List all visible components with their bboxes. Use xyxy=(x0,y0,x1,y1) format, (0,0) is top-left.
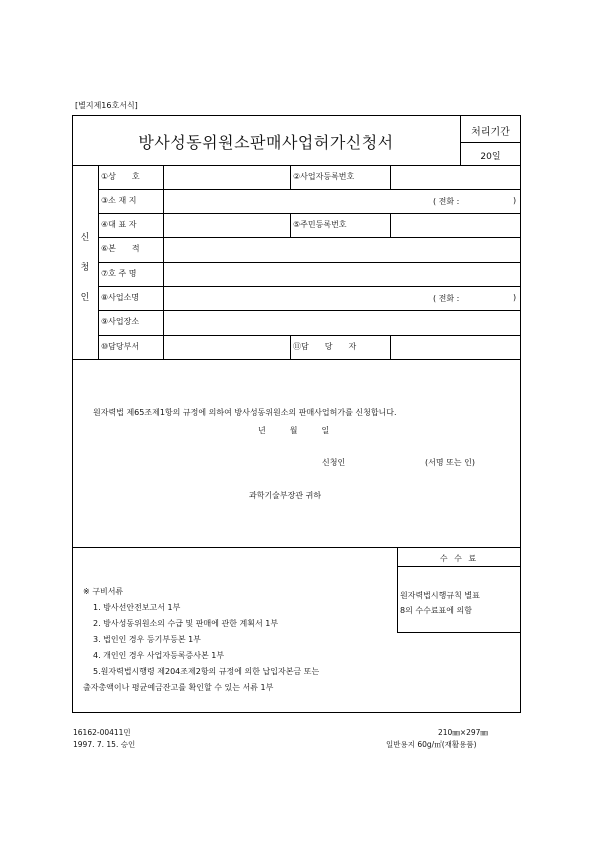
phone-close: ) xyxy=(513,196,517,205)
trade-name-label: ①상 호 xyxy=(101,172,140,181)
divider xyxy=(72,359,521,360)
applicant-side-label: 청 xyxy=(80,263,90,273)
form-number-label: [별지제16호서식] xyxy=(75,101,138,110)
signature-label: (서명 또는 인) xyxy=(425,458,475,467)
paper-size: 210㎜×297㎜ xyxy=(438,728,488,737)
divider xyxy=(98,262,521,263)
business-place-label: ⑨사업장소 xyxy=(101,317,140,326)
department-label: ⑩담당부서 xyxy=(101,342,140,351)
domicile-label: ⑥본 적 xyxy=(101,244,140,253)
processing-period-value: 20일 xyxy=(480,152,501,162)
divider xyxy=(397,566,521,567)
form-title: 방사성동위원소판매사업허가신청서 xyxy=(138,133,394,152)
divider xyxy=(460,142,521,143)
required-document-item: 3. 법인인 경우 등기부등본 1부 xyxy=(93,635,201,644)
divider xyxy=(390,213,391,237)
divider xyxy=(290,213,291,237)
family-head-label: ⑦호 주 명 xyxy=(101,269,137,278)
phone-open: ( 전화 : xyxy=(433,197,460,206)
divider xyxy=(98,237,521,238)
required-document-item: 출자총액이나 평균예금잔고를 확인할 수 있는 서류 1부 xyxy=(83,683,274,692)
fee-text: 원자력법시행규칙 별표 xyxy=(400,591,480,600)
divider xyxy=(72,165,521,166)
divider xyxy=(390,335,391,359)
application-statement: 원자력법 제65조제1항의 규정에 의하여 방사성동위원소의 판매사업허가를 신청합니다. xyxy=(93,408,397,417)
required-document-item: 5.원자력법시행령 제204조제2항의 규정에 의한 납입자본금 또는 xyxy=(93,667,320,676)
divider xyxy=(98,189,521,190)
addressee: 과학기술부장관 귀하 xyxy=(249,491,322,500)
address-label: ③소 재 지 xyxy=(101,196,137,205)
divider xyxy=(72,547,521,548)
approval-date: 1997. 7. 15. 승인 xyxy=(73,740,136,749)
required-document-item: 1. 방사선안전보고서 1부 xyxy=(93,603,181,612)
divider xyxy=(397,632,521,633)
divider xyxy=(390,165,391,189)
representative-label: ④대 표 자 xyxy=(101,220,137,229)
resident-registration-number-label: ⑤주민등록번호 xyxy=(293,220,347,229)
divider xyxy=(290,335,291,359)
person-in-charge-label: ⑪담 당 자 xyxy=(293,342,357,351)
required-document-item: 2. 방사성동위원소의 수급 및 판매에 관한 계획서 1부 xyxy=(93,619,279,628)
office-name-label: ⑧사업소명 xyxy=(101,293,140,302)
divider xyxy=(98,286,521,287)
processing-period-label: 처리기간 xyxy=(471,127,510,138)
phone-open: ( 전화 : xyxy=(433,294,460,303)
applicant-side-label: 신 xyxy=(80,233,90,243)
fee-text: 8의 수수료표에 의함 xyxy=(400,606,472,615)
fee-title: 수 수 료 xyxy=(439,554,479,563)
divider xyxy=(98,213,521,214)
date-line: 년 월 일 xyxy=(258,426,330,435)
business-registration-number-label: ②사업자등록번호 xyxy=(293,172,355,181)
divider xyxy=(98,335,521,336)
applicant-side-label: 인 xyxy=(80,293,90,303)
form-code: 16162-00411민 xyxy=(73,728,131,737)
divider xyxy=(290,165,291,189)
divider xyxy=(98,310,521,311)
applicant-label: 신청인 xyxy=(322,458,346,467)
paper-type: 일반용지 60g/㎡(재활용품) xyxy=(386,740,477,749)
required-documents-heading: ※ 구비서류 xyxy=(83,587,124,596)
required-document-item: 4. 개인인 경우 사업자등록증사본 1부 xyxy=(93,651,225,660)
phone-close: ) xyxy=(513,293,517,302)
